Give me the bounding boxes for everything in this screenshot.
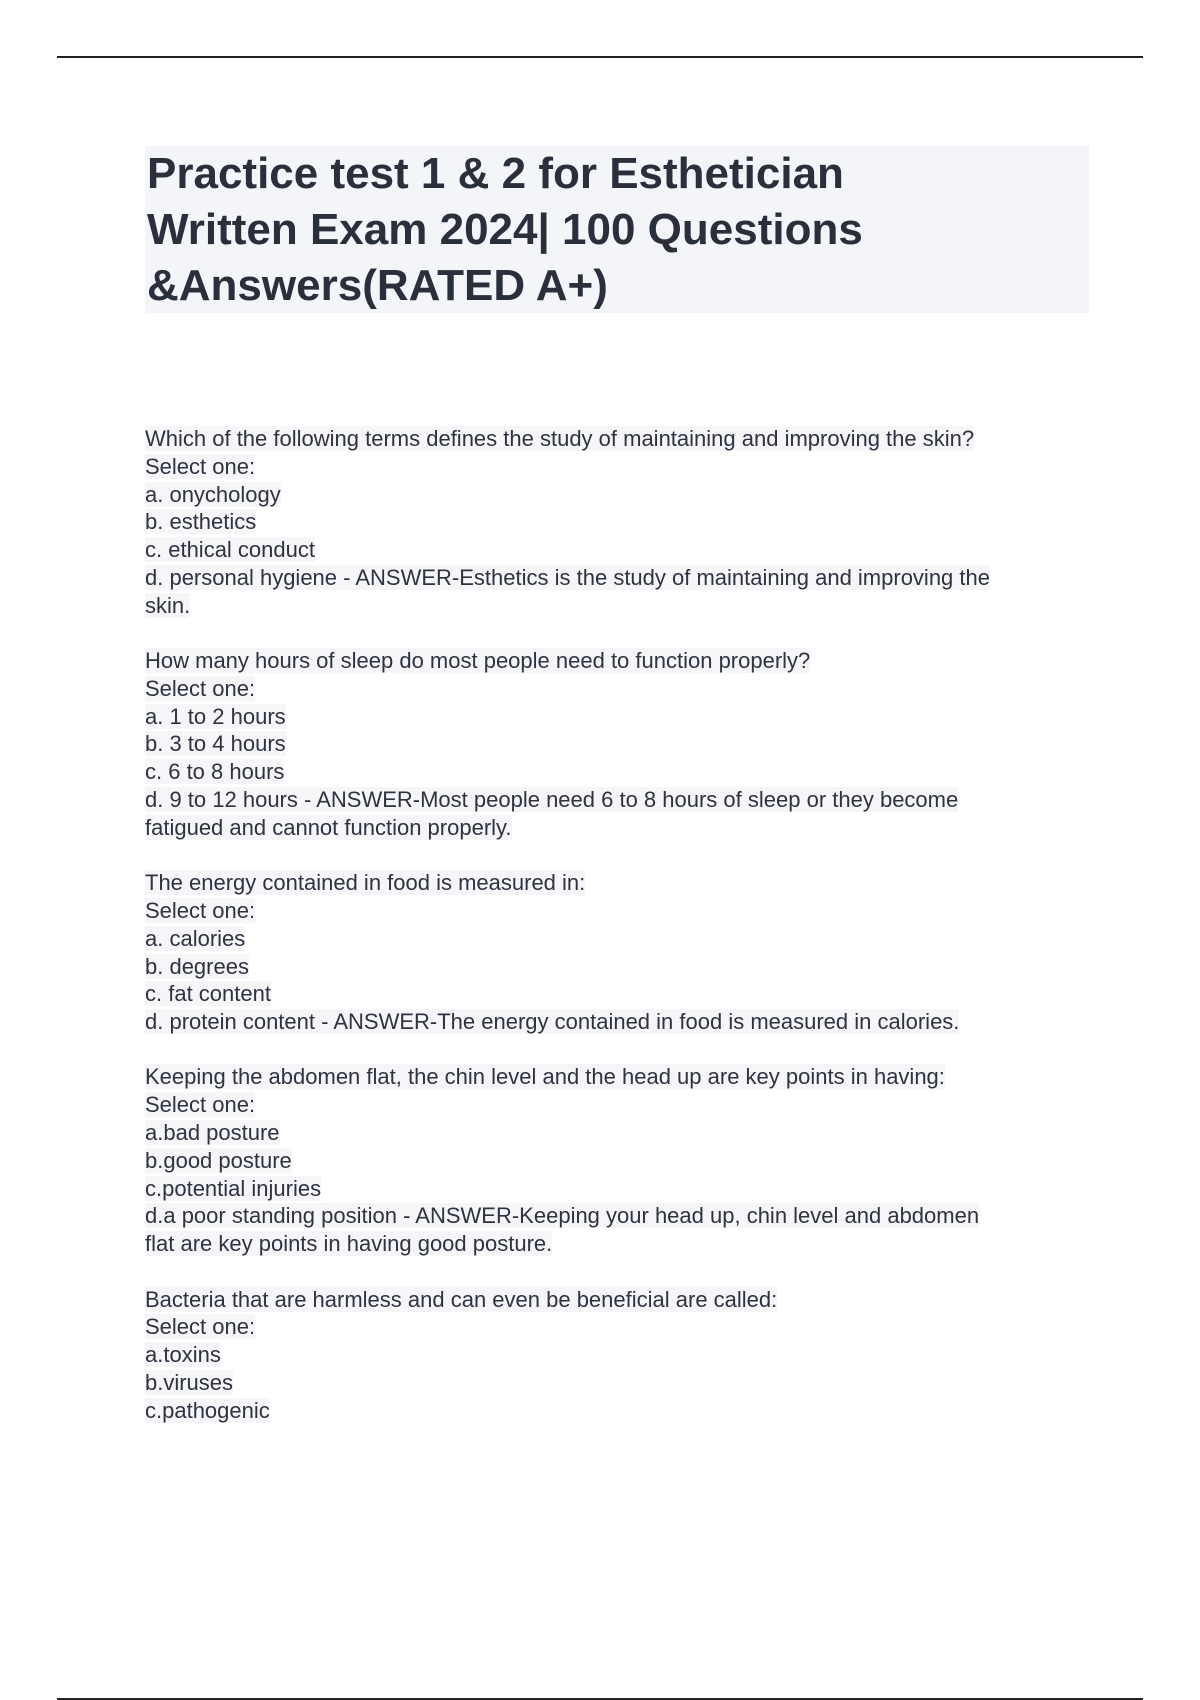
option-a: a.bad posture (145, 1120, 280, 1146)
answer-continuation: flat are key points in having good posture. (145, 1231, 553, 1257)
question-block (145, 425, 1085, 620)
option-d-answer: d. personal hygiene - ANSWER-Esthetics is the study of maintaining and improving the (145, 564, 990, 590)
select-one-label: Select one: (145, 897, 256, 923)
question-text: Keeping the abdomen flat, the chin level and the head up are key points in having: (145, 1064, 945, 1090)
option-a: a. onychology (145, 481, 281, 507)
question-text: Bacteria that are harmless and can even be beneficial are called: (145, 1286, 778, 1312)
question-text: The energy contained in food is measured in: (145, 870, 586, 896)
question-block (145, 1063, 1085, 1258)
option-c: c. fat content (145, 981, 271, 1007)
title-line: Practice test 1 & 2 for Esthetician (147, 149, 844, 198)
option-a: a. 1 to 2 hours (145, 703, 286, 729)
option-c: c. ethical conduct (145, 537, 315, 563)
select-one-label: Select one: (145, 453, 256, 479)
option-a: a. calories (145, 925, 246, 951)
question-text: Which of the following terms defines the study of maintaining and improving the skin? (145, 426, 975, 451)
select-one-label: Select one: (145, 1092, 256, 1118)
option-b: b. degrees (145, 953, 249, 979)
option-a: a.toxins (145, 1342, 221, 1368)
title-line: &Answers(RATED A+) (147, 261, 608, 310)
question-list (145, 425, 1085, 1452)
question-block (145, 1286, 1085, 1425)
title-banner (145, 146, 1089, 313)
answer-continuation: fatigued and cannot function properly. (145, 814, 512, 840)
question-block (145, 869, 1085, 1036)
option-b: b. esthetics (145, 509, 257, 535)
question-text: How many hours of sleep do most people need to function properly? (145, 648, 811, 674)
select-one-label: Select one: (145, 1314, 256, 1340)
option-d-answer: d.a poor standing position - ANSWER-Keeping your head up, chin level and abdomen (145, 1203, 980, 1229)
option-b: b.good posture (145, 1147, 292, 1173)
option-c: c.potential injuries (145, 1175, 322, 1201)
page-title (145, 146, 1089, 314)
title-line: Written Exam 2024| 100 Questions (147, 205, 863, 254)
select-one-label: Select one: (145, 675, 256, 701)
answer-continuation: skin. (145, 592, 191, 618)
question-block (145, 647, 1085, 842)
option-d-answer: d. protein content - ANSWER-The energy contained in food is measured in calories. (145, 1009, 960, 1035)
option-c: c. 6 to 8 hours (145, 759, 285, 785)
option-b: b. 3 to 4 hours (145, 731, 286, 757)
top-rule (57, 56, 1143, 58)
option-d-answer: d. 9 to 12 hours - ANSWER-Most people need 6 to 8 hours of sleep or they become (145, 787, 959, 813)
option-b: b.viruses (145, 1369, 234, 1395)
option-c: c.pathogenic (145, 1397, 270, 1423)
